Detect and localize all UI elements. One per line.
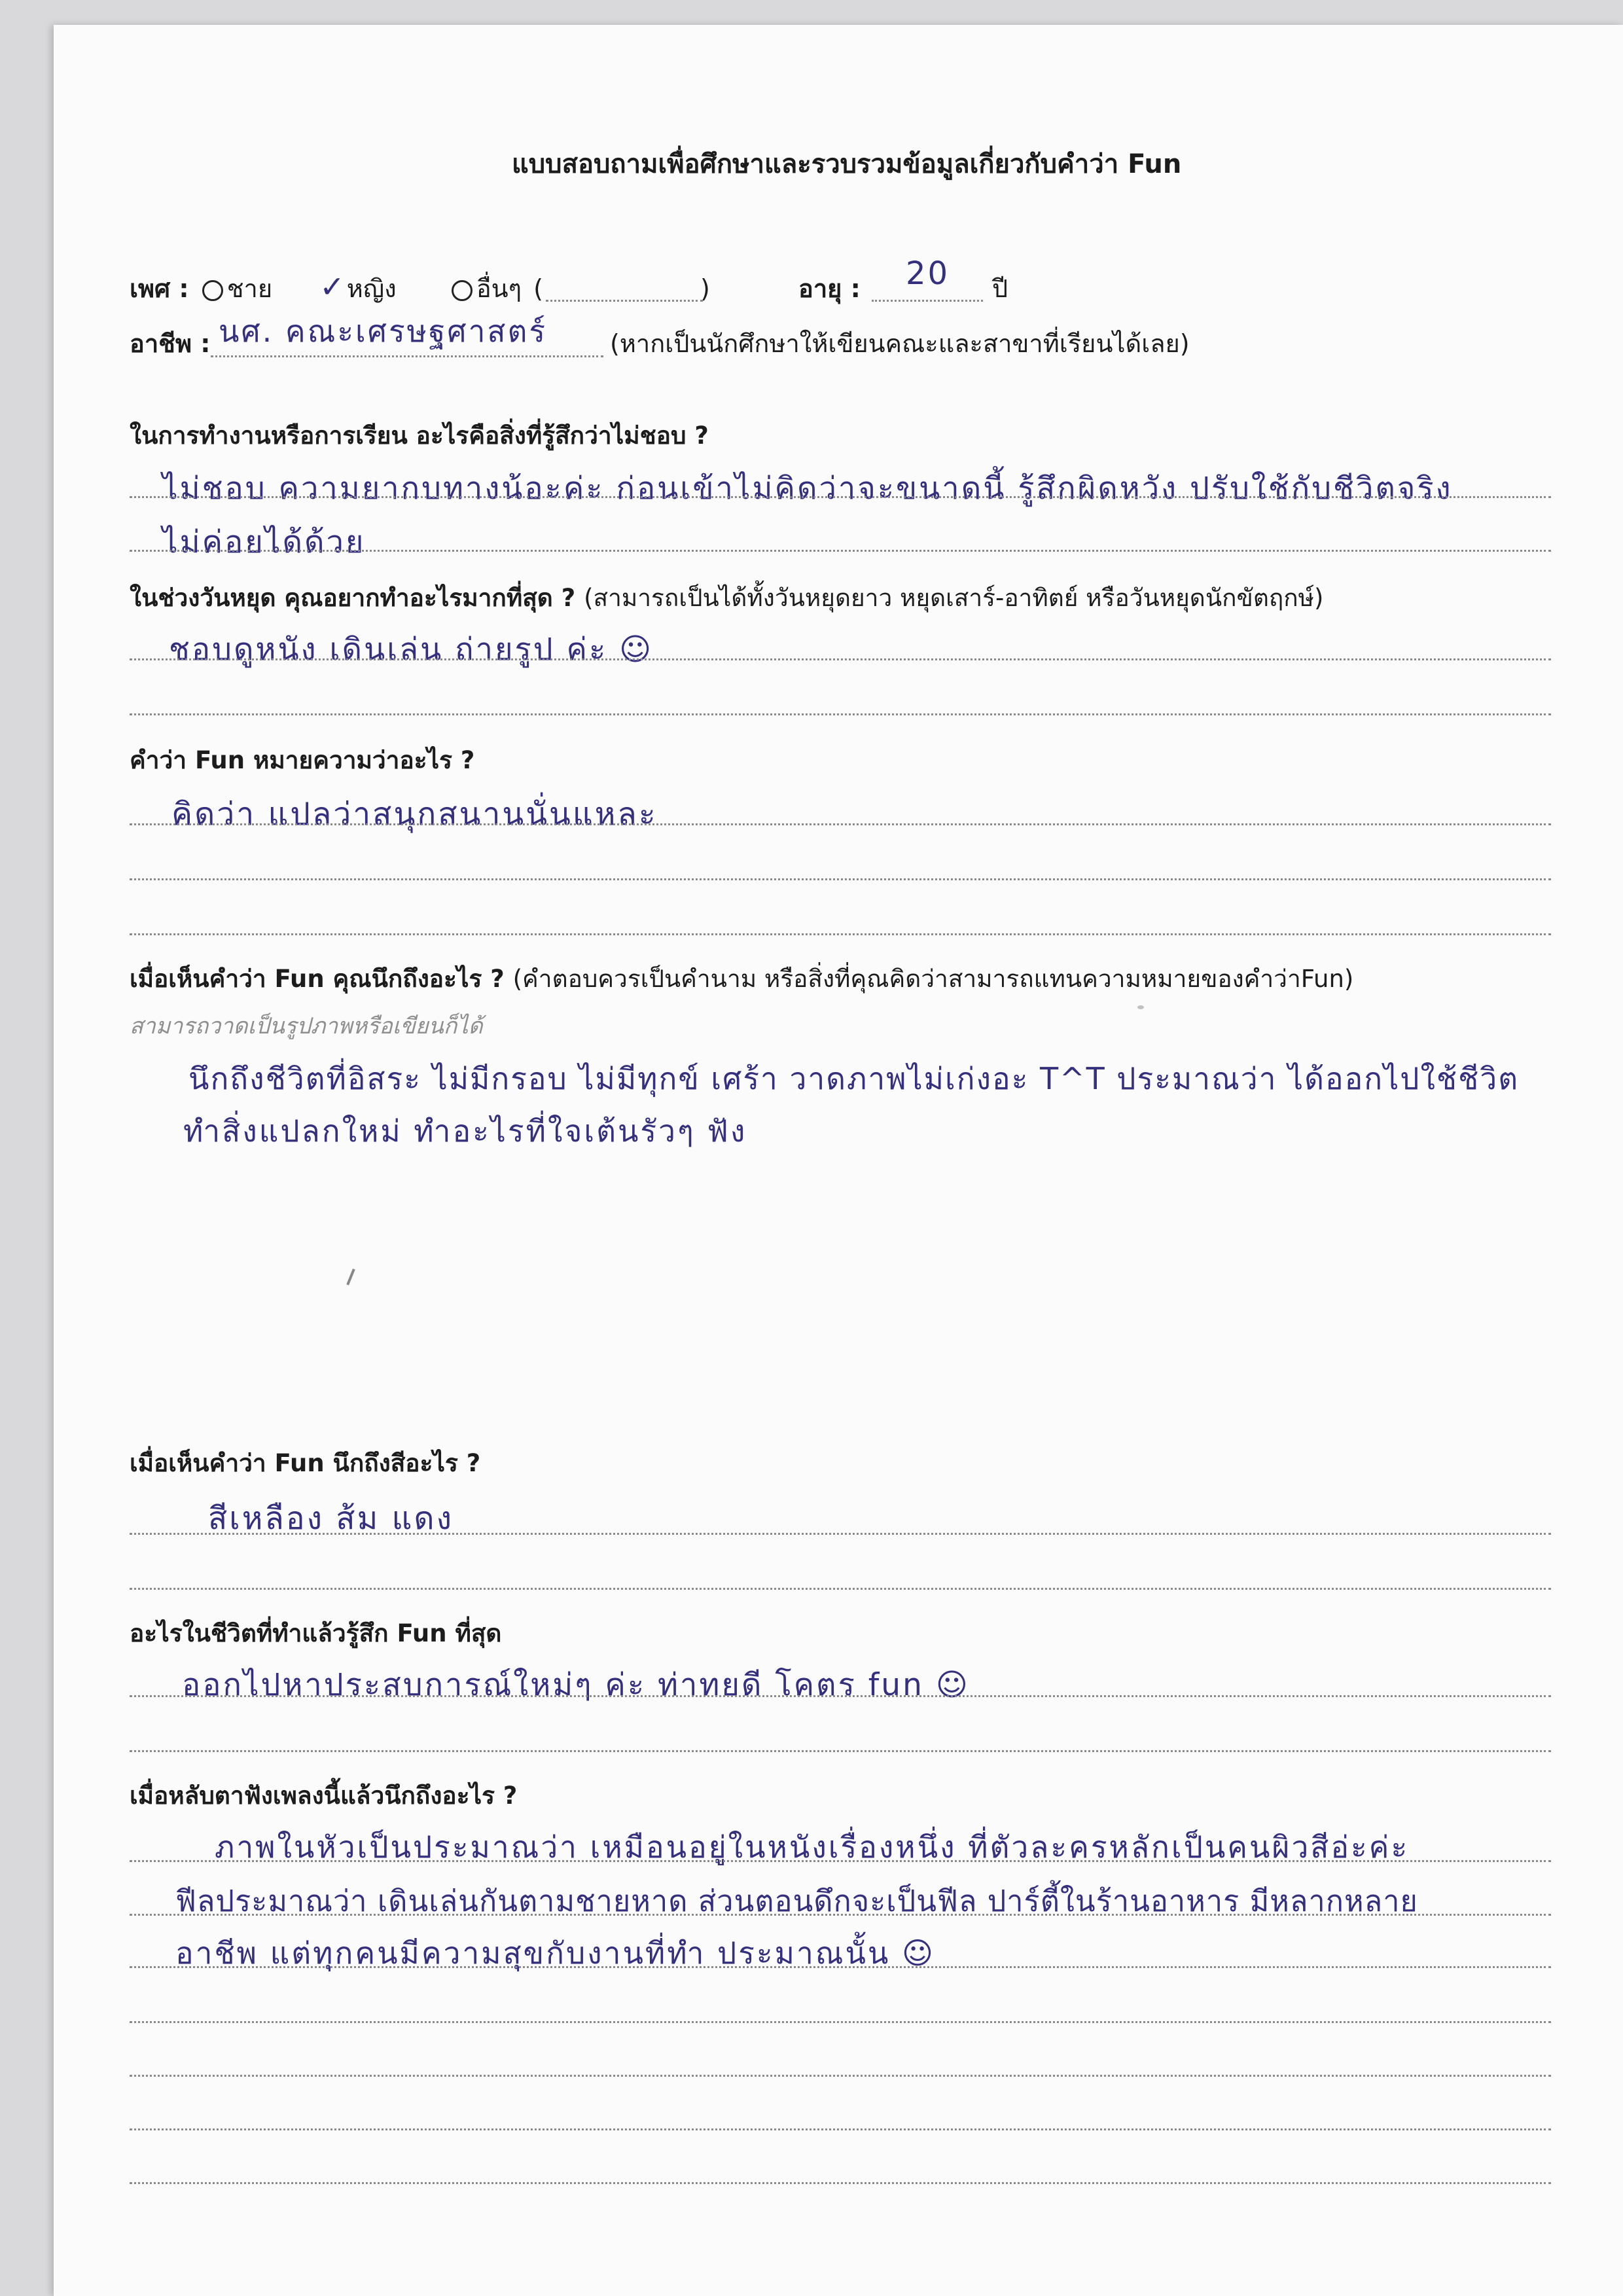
page-title: แบบสอบถามเพื่อศึกษาและรวบรวมข้อมูลเกี่ยวกับคำว่า Fun <box>512 149 1182 179</box>
answer-7-rule-7 <box>130 2182 1551 2184</box>
answer-4-line-2[interactable]: ทำสิ่งแปลกใหม่ ทำอะไรที่ใจเต้นรัวๆ ฟัง <box>183 1113 747 1149</box>
answer-5-rule-2 <box>130 1588 1551 1590</box>
answer-2-rule-2 <box>130 713 1551 715</box>
occupation-label: อาชีพ : <box>130 329 211 358</box>
answer-7-rule-2 <box>130 1914 1551 1916</box>
answer-7-line-2[interactable]: ฟีลประมาณว่า เดินเล่นกันตามชายหาด ส่วนตอนดึกจะเป็นฟีล ปาร์ตี้ในร้านอาหาร มีหลากหลาย <box>175 1884 1418 1918</box>
answer-7-line-3[interactable]: อาชีพ แต่ทุกคนมีความสุขกับงานที่ทำ ประมาณนั้น ☺ <box>175 1935 935 1971</box>
question-1-text: ในการทำงานหรือการเรียน อะไรคือสิ่งที่รู้สึกว่าไม่ชอบ ? <box>130 422 709 450</box>
answer-7-rule-1 <box>130 1860 1551 1862</box>
age-field[interactable] <box>872 300 983 302</box>
answer-2-rule-1 <box>130 658 1551 660</box>
answer-7-rule-3 <box>130 1966 1551 1968</box>
question-2 <box>130 579 1323 617</box>
question-7 <box>130 1776 517 1815</box>
question-2-note: (สามารถเป็นได้ทั้งวันหยุดยาว หยุดเสาร์-อาทิตย์ หรือวันหยุดนักขัตฤกษ์) <box>584 584 1324 612</box>
answer-7-line-1[interactable]: ภาพในหัวเป็นประมาณว่า เหมือนอยู่ในหนังเรื่องหนึ่ง ที่ตัวละครหลักเป็นคนผิวสีอ่ะค่ะ <box>215 1829 1410 1865</box>
scan-smudge <box>1137 1005 1144 1009</box>
answer-1-line-2[interactable]: ไม่ค่อยได้ด้วย <box>162 524 366 560</box>
question-2-text: ในช่วงวันหยุด คุณอยากทำอะไรมากที่สุด ? <box>130 584 576 612</box>
occupation-field[interactable] <box>211 355 603 357</box>
age-unit: ปี <box>992 274 1008 303</box>
question-5 <box>130 1444 480 1482</box>
answer-7-rule-4 <box>130 2021 1551 2023</box>
occupation-value[interactable]: นศ. คณะเศรษฐศาสตร์ <box>219 314 548 349</box>
questionnaire-sheet <box>54 25 1623 2296</box>
answer-3-rule-1 <box>130 823 1551 825</box>
gender-male-label: ชาย <box>226 274 273 303</box>
question-7-text: เมื่อหลับตาฟังเพลงนี้แล้วนึกถึงอะไร ? <box>130 1782 518 1810</box>
gender-row <box>130 268 710 308</box>
answer-3-rule-2 <box>130 878 1551 880</box>
gender-other-label: อื่นๆ <box>476 274 522 303</box>
question-5-text: เมื่อเห็นคำว่า Fun นึกถึงสีอะไร ? <box>130 1449 481 1477</box>
age-value[interactable]: 20 <box>906 255 950 292</box>
occupation-note: (หากเป็นนักศึกษาให้เขียนคณะและสาขาที่เรียนได้เลย) <box>610 329 1190 358</box>
gender-other-field[interactable] <box>546 300 703 302</box>
question-3 <box>130 741 474 780</box>
gender-other-radio[interactable] <box>452 280 473 301</box>
answer-3-rule-3 <box>130 933 1551 935</box>
answer-6-rule-1 <box>130 1695 1551 1697</box>
gender-male-radio[interactable] <box>202 280 223 301</box>
answer-1-rule-2 <box>130 550 1551 552</box>
question-1 <box>130 416 709 455</box>
answer-5-line-1[interactable]: สีเหลือง ส้ม แดง <box>208 1500 454 1537</box>
answer-2-line-1[interactable]: ชอบดูหนัง เดินเล่น ถ่ายรูป ค่ะ ☺ <box>169 632 654 668</box>
gender-other-close: ) <box>700 274 710 303</box>
gender-label: เพศ : <box>130 274 189 303</box>
question-6-text: อะไรในชีวิตที่ทำแล้วรู้สึก Fun ที่สุด <box>130 1619 502 1647</box>
question-3-text: คำว่า Fun หมายความว่าอะไร ? <box>130 746 475 774</box>
gender-other-open: ( <box>533 274 543 303</box>
answer-7-rule-6 <box>130 2128 1551 2130</box>
answer-6-line-1[interactable]: ออกไปหาประสบการณ์ใหม่ๆ ค่ะ ท่าทยดี โคตร fun ☺ <box>182 1667 970 1703</box>
question-4-text: เมื่อเห็นคำว่า Fun คุณนึกถึงอะไร ? <box>130 965 505 993</box>
answer-1-line-1[interactable]: ไม่ชอบ ความยากบทางน้อะค่ะ ก่อนเข้าไม่คิดว่าจะขนาดนี้ รู้สึกผิดหวัง ปรับใช้กับชีวิตจริง <box>162 471 1453 507</box>
answer-1-rule-1 <box>130 496 1551 498</box>
question-6 <box>130 1614 501 1653</box>
answer-6-rule-2 <box>130 1750 1551 1752</box>
gender-female-label: หญิง <box>346 274 397 303</box>
age-label: อายุ : <box>798 274 861 303</box>
question-4-note: (คำตอบควรเป็นคำนาม หรือสิ่งที่คุณคิดว่าสามารถแทนความหมายของคำว่าFun) <box>512 965 1354 993</box>
answer-7-rule-5 <box>130 2075 1551 2077</box>
answer-3-line-1[interactable]: คิดว่า แปลว่าสนุกสนานนั่นแหละ <box>171 796 658 833</box>
question-4-hint: สามารถวาดเป็นรูปภาพหรือเขียนก็ได้ <box>130 1013 483 1039</box>
answer-5-rule-1 <box>130 1533 1551 1535</box>
gender-female-checkmark[interactable]: ✓ <box>319 269 347 304</box>
scan-mark <box>346 1268 355 1285</box>
answer-4-line-1[interactable]: นึกถึงชีวิตที่อิสระ ไม่มีกรอบ ไม่มีทุกข์ เศร้า วาดภาพไม่เก่งอะ T^T ประมาณว่า ได้ออกไปใช้ชีวิต <box>188 1061 1520 1096</box>
question-4 <box>130 960 1353 998</box>
